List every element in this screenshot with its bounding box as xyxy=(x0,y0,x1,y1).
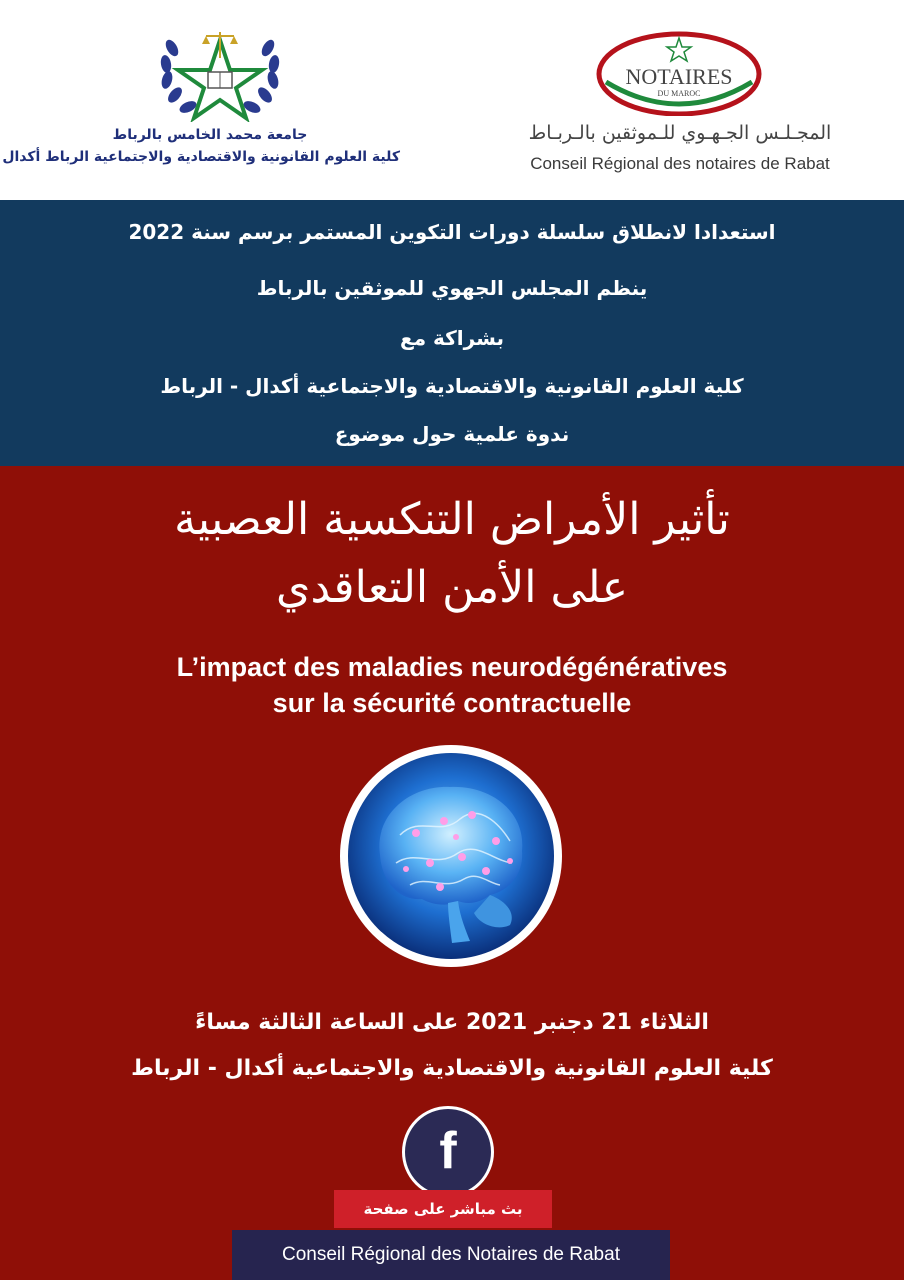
facebook-glyph: f xyxy=(439,1122,457,1180)
brain-illustration-icon xyxy=(340,745,562,967)
event-venue: كلية العلوم القانونية والاقتصادية والاجتماعية أكدال - الرباط xyxy=(131,1056,773,1081)
facebook-icon[interactable] xyxy=(402,1106,494,1198)
notaires-logo-text: NOTAIRES xyxy=(625,64,733,89)
announcement-line-1: استعدادا لانطلاق سلسلة دورات التكوين المستمر برسم سنة 2022 xyxy=(128,220,776,244)
title-french-line-1: L’impact des maladies neurodégénératives xyxy=(176,652,728,682)
university-line-2: كلية العلوم القانونية والاقتصادية والاجتماعية الرباط أكدال xyxy=(2,149,400,165)
announcement-line-4: كلية العلوم القانونية والاقتصادية والاجتماعية أكدال - الرباط xyxy=(160,374,744,398)
title-arabic-line-2: على الأمن التعاقدي xyxy=(276,562,628,613)
announcement-line-3: بشراكة مع xyxy=(400,326,504,350)
announcement-band xyxy=(0,200,904,466)
notaires-logo-icon xyxy=(594,28,764,116)
title-arabic-line-1: تأثير الأمراض التنكسية العصبية xyxy=(174,494,730,545)
event-date: الثلاثاء 21 دجنبر 2021 على الساعة الثالثة مساءً xyxy=(195,1010,709,1035)
council-name-french: Conseil Régional des notaires de Rabat xyxy=(530,154,830,173)
university-emblem-icon xyxy=(150,18,290,122)
announcement-line-5: ندوة علمية حول موضوع xyxy=(334,422,570,446)
title-french-line-2: sur la sécurité contractuelle xyxy=(272,688,632,718)
header xyxy=(0,0,904,200)
announcement-line-2: ينظم المجلس الجهوي للموثقين بالرباط xyxy=(256,276,648,300)
university-name xyxy=(2,124,400,168)
live-stream-badge: بث مباشر على صفحة xyxy=(334,1190,552,1228)
notaires-logo-subtext: DU MAROC xyxy=(657,89,701,98)
university-line-1: جامعة محمد الخامس بالرباط xyxy=(112,127,308,143)
council-name-arabic: المجـلـس الجـهـوي للـموثقين بالـربـاط xyxy=(528,122,832,144)
facebook-page-name[interactable]: Conseil Régional des Notaires de Rabat xyxy=(232,1230,670,1280)
